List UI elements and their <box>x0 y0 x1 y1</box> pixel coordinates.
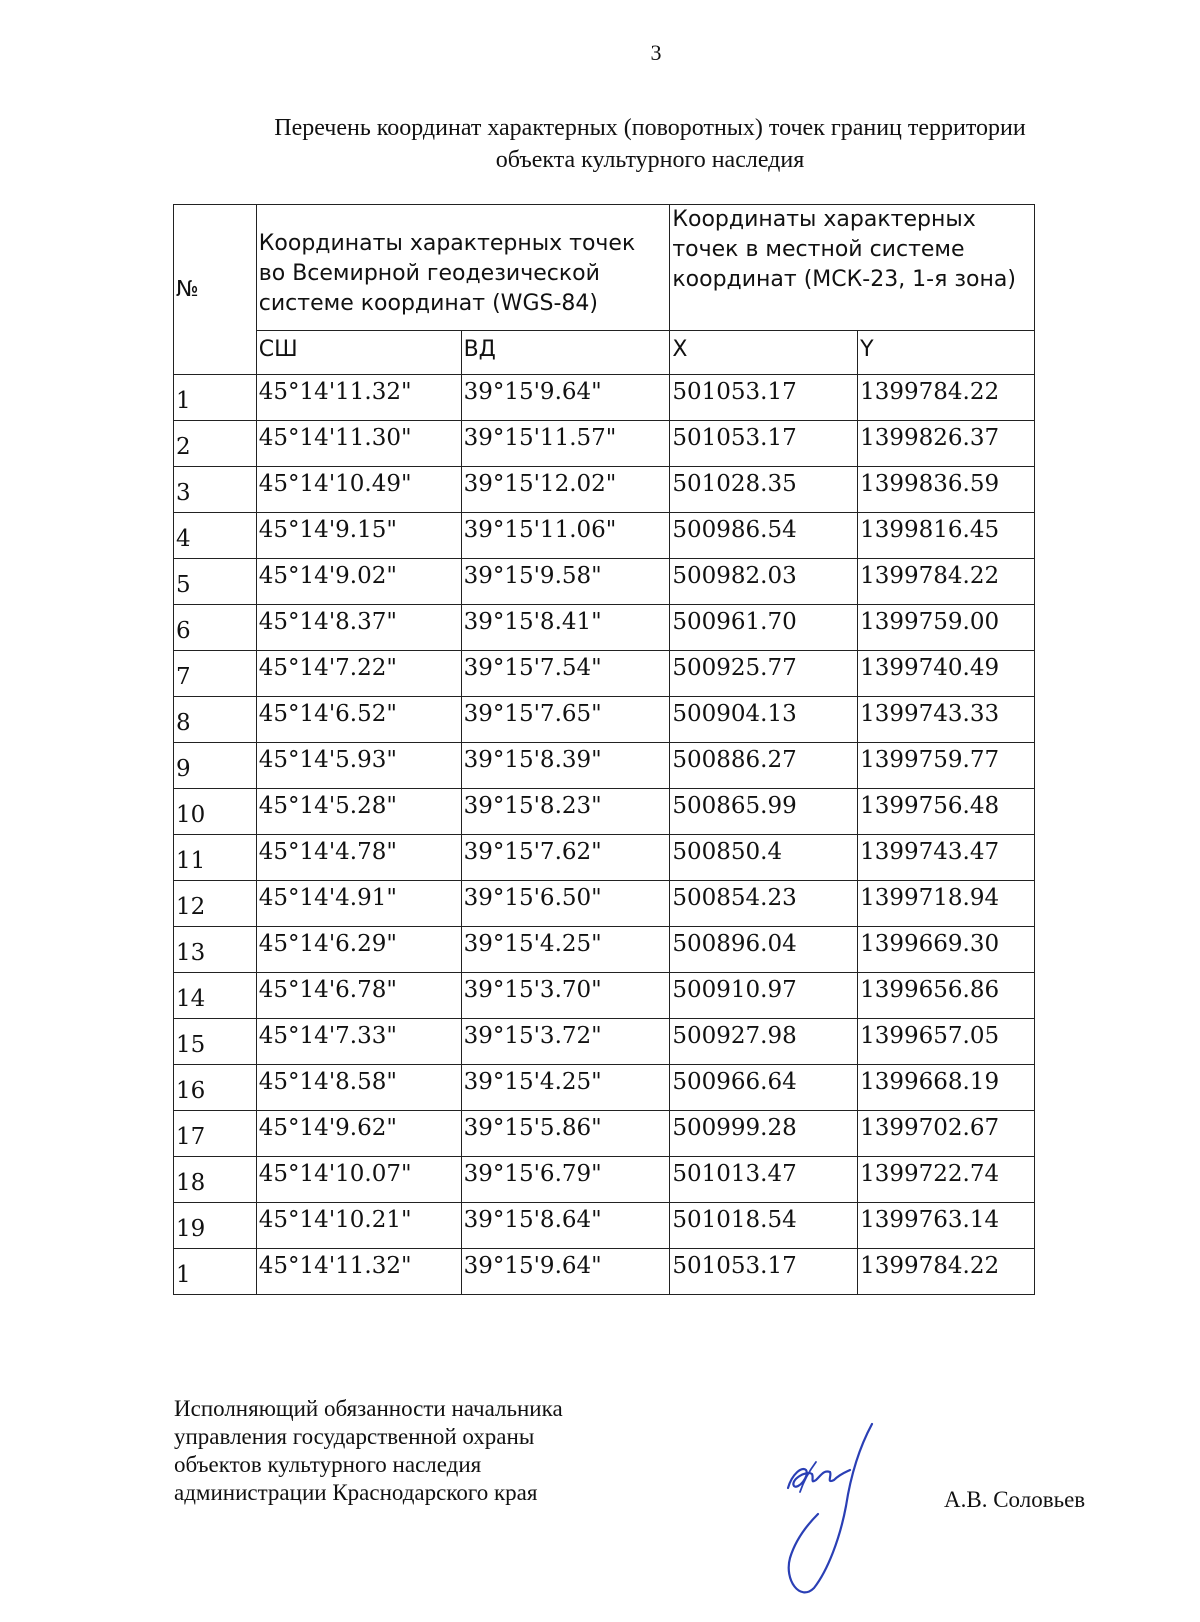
table-row <box>174 1157 1035 1203</box>
header-longitude: ВД <box>461 331 670 375</box>
page-number: 3 <box>650 40 662 65</box>
cell-y: 1399743.47 <box>858 835 1035 881</box>
cell-longitude: 39°15'3.72" <box>461 1019 670 1065</box>
cell-longitude: 39°15'11.06" <box>461 513 670 559</box>
cell-longitude: 39°15'9.64" <box>461 375 670 421</box>
cell-x: 500966.64 <box>670 1065 858 1111</box>
cell-latitude: 45°14'11.30" <box>256 421 461 467</box>
cell-latitude: 45°14'6.78" <box>256 973 461 1019</box>
cell-latitude: 45°14'5.28" <box>256 789 461 835</box>
cell-latitude: 45°14'10.49" <box>256 467 461 513</box>
table-row <box>174 605 1035 651</box>
table-row <box>174 559 1035 605</box>
cell-longitude: 39°15'4.25" <box>461 1065 670 1111</box>
cell-point-number: 5 <box>174 559 257 605</box>
cell-point-number: 10 <box>174 789 257 835</box>
cell-latitude: 45°14'11.32" <box>256 375 461 421</box>
signatory-position <box>174 1395 774 1507</box>
cell-x: 500986.54 <box>670 513 858 559</box>
cell-point-number: 4 <box>174 513 257 559</box>
cell-y: 1399816.45 <box>858 513 1035 559</box>
cell-x: 500886.27 <box>670 743 858 789</box>
cell-x: 500865.99 <box>670 789 858 835</box>
cell-x: 500850.4 <box>670 835 858 881</box>
cell-point-number: 3 <box>174 467 257 513</box>
cell-y: 1399657.05 <box>858 1019 1035 1065</box>
cell-longitude: 39°15'6.79" <box>461 1157 670 1203</box>
cell-longitude: 39°15'8.23" <box>461 789 670 835</box>
cell-x: 501028.35 <box>670 467 858 513</box>
table-row <box>174 835 1035 881</box>
cell-longitude: 39°15'9.58" <box>461 559 670 605</box>
cell-latitude: 45°14'9.15" <box>256 513 461 559</box>
cell-longitude: 39°15'8.41" <box>461 605 670 651</box>
cell-y: 1399669.30 <box>858 927 1035 973</box>
position-line: объектов культурного наследия <box>174 1452 482 1477</box>
header-y: Y <box>858 331 1035 375</box>
cell-y: 1399756.48 <box>858 789 1035 835</box>
coordinates-table <box>173 204 1035 1295</box>
cell-y: 1399759.00 <box>858 605 1035 651</box>
cell-latitude: 45°14'8.58" <box>256 1065 461 1111</box>
cell-latitude: 45°14'10.21" <box>256 1203 461 1249</box>
cell-latitude: 45°14'9.02" <box>256 559 461 605</box>
cell-x: 500910.97 <box>670 973 858 1019</box>
cell-y: 1399718.94 <box>858 881 1035 927</box>
cell-point-number: 15 <box>174 1019 257 1065</box>
cell-longitude: 39°15'4.25" <box>461 927 670 973</box>
header-x: X <box>670 331 858 375</box>
cell-latitude: 45°14'4.78" <box>256 835 461 881</box>
table-row <box>174 375 1035 421</box>
table-row <box>174 973 1035 1019</box>
cell-point-number: 12 <box>174 881 257 927</box>
table-row <box>174 467 1035 513</box>
cell-y: 1399702.67 <box>858 1111 1035 1157</box>
cell-latitude: 45°14'8.37" <box>256 605 461 651</box>
cell-point-number: 17 <box>174 1111 257 1157</box>
cell-latitude: 45°14'6.52" <box>256 697 461 743</box>
table-row <box>174 697 1035 743</box>
header-msk23: Координаты характерных точек в местной системе координат (МСК-23, 1-я зона) <box>670 205 1035 331</box>
header-latitude: СШ <box>256 331 461 375</box>
cell-longitude: 39°15'7.54" <box>461 651 670 697</box>
cell-x: 500982.03 <box>670 559 858 605</box>
table-row <box>174 1203 1035 1249</box>
cell-y: 1399722.74 <box>858 1157 1035 1203</box>
cell-point-number: 6 <box>174 605 257 651</box>
cell-y: 1399759.77 <box>858 743 1035 789</box>
cell-latitude: 45°14'11.32" <box>256 1249 461 1295</box>
header-wgs84: Координаты характерных точек во Всемирной геодезической системе координат (WGS-84) <box>256 205 670 331</box>
table-row <box>174 927 1035 973</box>
table-row <box>174 651 1035 697</box>
cell-longitude: 39°15'7.65" <box>461 697 670 743</box>
cell-latitude: 45°14'7.33" <box>256 1019 461 1065</box>
cell-y: 1399763.14 <box>858 1203 1035 1249</box>
cell-longitude: 39°15'7.62" <box>461 835 670 881</box>
cell-y: 1399784.22 <box>858 375 1035 421</box>
cell-longitude: 39°15'12.02" <box>461 467 670 513</box>
header-number: № <box>174 205 257 375</box>
cell-x: 501053.17 <box>670 1249 858 1295</box>
cell-latitude: 45°14'5.93" <box>256 743 461 789</box>
cell-longitude: 39°15'3.70" <box>461 973 670 1019</box>
table-row <box>174 513 1035 559</box>
cell-y: 1399740.49 <box>858 651 1035 697</box>
table-row <box>174 789 1035 835</box>
cell-point-number: 11 <box>174 835 257 881</box>
position-line: Исполняющий обязанности начальника <box>174 1396 563 1421</box>
cell-x: 501018.54 <box>670 1203 858 1249</box>
table-body <box>174 375 1035 1295</box>
cell-x: 500927.98 <box>670 1019 858 1065</box>
cell-latitude: 45°14'4.91" <box>256 881 461 927</box>
title-line-1: Перечень координат характерных (поворотных) точек границ территории <box>274 115 1026 141</box>
cell-point-number: 16 <box>174 1065 257 1111</box>
cell-x: 500999.28 <box>670 1111 858 1157</box>
table-row <box>174 1249 1035 1295</box>
cell-longitude: 39°15'8.39" <box>461 743 670 789</box>
document-title <box>150 112 1150 176</box>
table-row <box>174 421 1035 467</box>
position-line: управления государственной охраны <box>174 1424 535 1449</box>
cell-y: 1399784.22 <box>858 559 1035 605</box>
handwritten-signature <box>780 1410 900 1610</box>
cell-point-number: 14 <box>174 973 257 1019</box>
cell-x: 500961.70 <box>670 605 858 651</box>
cell-point-number: 9 <box>174 743 257 789</box>
cell-longitude: 39°15'11.57" <box>461 421 670 467</box>
table-row <box>174 743 1035 789</box>
cell-x: 500925.77 <box>670 651 858 697</box>
cell-latitude: 45°14'7.22" <box>256 651 461 697</box>
cell-point-number: 8 <box>174 697 257 743</box>
cell-longitude: 39°15'5.86" <box>461 1111 670 1157</box>
cell-y: 1399668.19 <box>858 1065 1035 1111</box>
cell-point-number: 19 <box>174 1203 257 1249</box>
position-line: администрации Краснодарского края <box>174 1480 538 1505</box>
cell-x: 501053.17 <box>670 375 858 421</box>
cell-point-number: 18 <box>174 1157 257 1203</box>
cell-longitude: 39°15'8.64" <box>461 1203 670 1249</box>
cell-point-number: 7 <box>174 651 257 697</box>
cell-point-number: 1 <box>174 375 257 421</box>
cell-y: 1399656.86 <box>858 973 1035 1019</box>
cell-y: 1399743.33 <box>858 697 1035 743</box>
cell-longitude: 39°15'6.50" <box>461 881 670 927</box>
table-row <box>174 1065 1035 1111</box>
cell-x: 501013.47 <box>670 1157 858 1203</box>
table-row <box>174 1111 1035 1157</box>
cell-point-number: 2 <box>174 421 257 467</box>
table-row <box>174 881 1035 927</box>
cell-y: 1399784.22 <box>858 1249 1035 1295</box>
signatory-name: А.В. Соловьев <box>944 1487 1086 1512</box>
cell-latitude: 45°14'10.07" <box>256 1157 461 1203</box>
cell-point-number: 13 <box>174 927 257 973</box>
cell-latitude: 45°14'6.29" <box>256 927 461 973</box>
cell-x: 500854.23 <box>670 881 858 927</box>
table-row <box>174 1019 1035 1065</box>
cell-y: 1399836.59 <box>858 467 1035 513</box>
cell-x: 500896.04 <box>670 927 858 973</box>
cell-x: 501053.17 <box>670 421 858 467</box>
cell-y: 1399826.37 <box>858 421 1035 467</box>
cell-point-number: 1 <box>174 1249 257 1295</box>
cell-longitude: 39°15'9.64" <box>461 1249 670 1295</box>
cell-x: 500904.13 <box>670 697 858 743</box>
cell-latitude: 45°14'9.62" <box>256 1111 461 1157</box>
title-line-2: объекта культурного наследия <box>495 147 805 173</box>
